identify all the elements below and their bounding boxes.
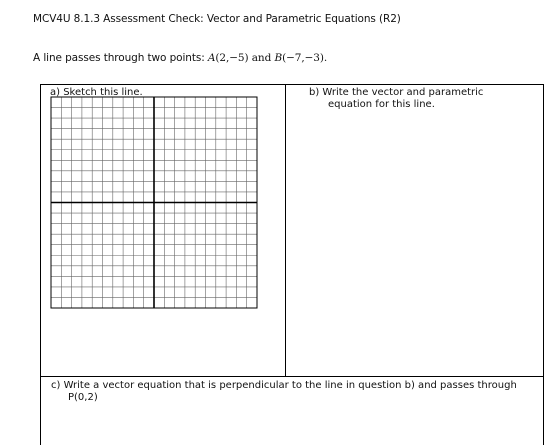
point-b <box>274 52 323 64</box>
problem-statement <box>33 52 327 64</box>
question-b-label: b) Write the vector and parametric <box>309 87 484 98</box>
point-b-coords: (−7,−3) <box>282 52 324 64</box>
point-a-label: A <box>207 52 216 64</box>
point-a-coords: (2,−5) <box>215 52 249 64</box>
question-c-label: c) Write a vector equation that is perpendicular to the line in question b) and passes through <box>51 380 517 391</box>
intro-and: and <box>251 52 272 64</box>
row-divider <box>41 376 543 377</box>
intro-text: A line passes through two points: <box>33 52 205 64</box>
question-c-label-continued: P(0,2) <box>68 392 98 403</box>
page-title: MCV4U 8.1.3 Assessment Check: Vector and Parametric Equations (R2) <box>33 13 401 25</box>
question-a-label: a) Sketch this line. <box>50 87 143 98</box>
point-a <box>208 52 249 64</box>
intro-period: . <box>323 52 328 64</box>
column-divider <box>285 85 286 376</box>
graph-paper-grid[interactable] <box>50 96 260 311</box>
question-b-label-continued: equation for this line. <box>328 99 435 110</box>
point-b-label: B <box>274 52 283 64</box>
